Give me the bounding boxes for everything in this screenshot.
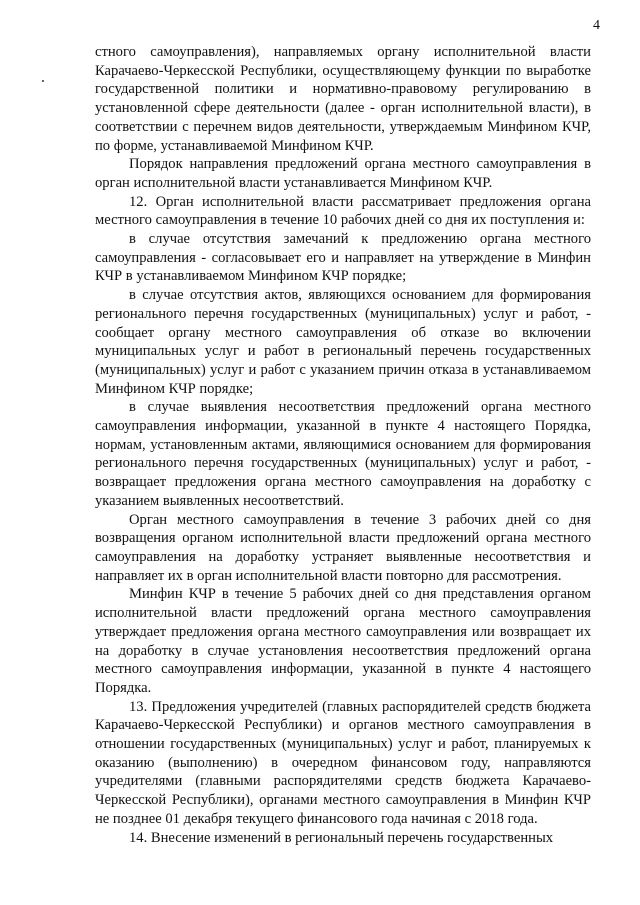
paragraph-revision-deadline: Орган местного самоуправления в течение 3 рабочих дней со дня возвращения органом исполнительной власти предложений органа местного самоуправления на доработку устраняет выявленные несоответствия и направляет их в орган исполнительной власти повторно для рассмотрения. [95,511,591,584]
paragraph-item-13: 13. Предложения учредителей (главных распорядителей средств бюджета Карачаево-Черкесской Республики) и органов местного самоуправления в отношении государственных (муниципальных) услуг и работ, планируемых к оказанию (выполнению) в очередном финансовом году, направляются учредителями (главными распорядителями средств бюджета Карачаево-Черкесской Республики), органами местного самоуправления в Минфин КЧР не позднее 01 декабря текущего финансового года начиная с 2018 года. [95,698,591,827]
paragraph-case-mismatch: в случае выявления несоответствия предложений органа местного самоуправления информации, указанной в пункте 4 настоящего Порядка, нормам, установленным актами, являющимися основанием для формирования регионального перечня государственных (муниципальных) услуг и работ, - возвращает предложения органа местного самоуправления на доработку с указанием выявленных несоответствий. [95,399,591,509]
scan-artifact-dot [42,80,44,82]
paragraph-minfin-approval: Минфин КЧР в течение 5 рабочих дней со дня представления органом исполнительной власти предложений органа местного самоуправления утверждает предложения органа местного самоуправления или возвращает их на доработку в случае установления несоответствия предложений органа местного самоуправления информации, указанной в пункте 4 настоящего Порядка. [95,586,591,696]
paragraph-item-12: 12. Орган исполнительной власти рассматривает предложения органа местного самоуправления в течение 10 рабочих дней со дня их поступления и: [95,193,591,229]
paragraph-case-no-acts: в случае отсутствия актов, являющихся основанием для формирования регионального перечня государственных (муниципальных) услуг и работ, - сообщает органу местного самоуправления об отказе во включении муниципальных услуг и работ в региональный перечень государственных (муниципальных) услуг и работ с указанием причин отказа в устанавливаемом Минфином КЧР порядке; [95,287,591,397]
document-body [95,43,591,847]
paragraph-continuation: стного самоуправления), направляемых органу исполнительной власти Карачаево-Черкесской Республики, осуществляющему функции по выработке государственной политики и нормативно-правовому регулированию в установленной сфере деятельности (далее - орган исполнительной власти), в соответствии с перечнем видов деятельности, утверждаемым Минфином КЧР, по форме, устанавливаемой Минфином КЧР. [95,44,591,154]
page-number: 4 [593,18,600,33]
paragraph-submission-procedure: Порядок направления предложений органа местного самоуправления в орган исполнительной власти устанавливается Минфином КЧР. [95,156,591,191]
paragraph-item-14: 14. Внесение изменений в региональный перечень государственных [129,829,554,846]
paragraph-case-no-remarks: в случае отсутствия замечаний к предложению органа местного самоуправления - согласовывает его и направляет на утверждение в Минфин КЧР в устанавливаемом Минфином КЧР порядке; [95,231,591,285]
